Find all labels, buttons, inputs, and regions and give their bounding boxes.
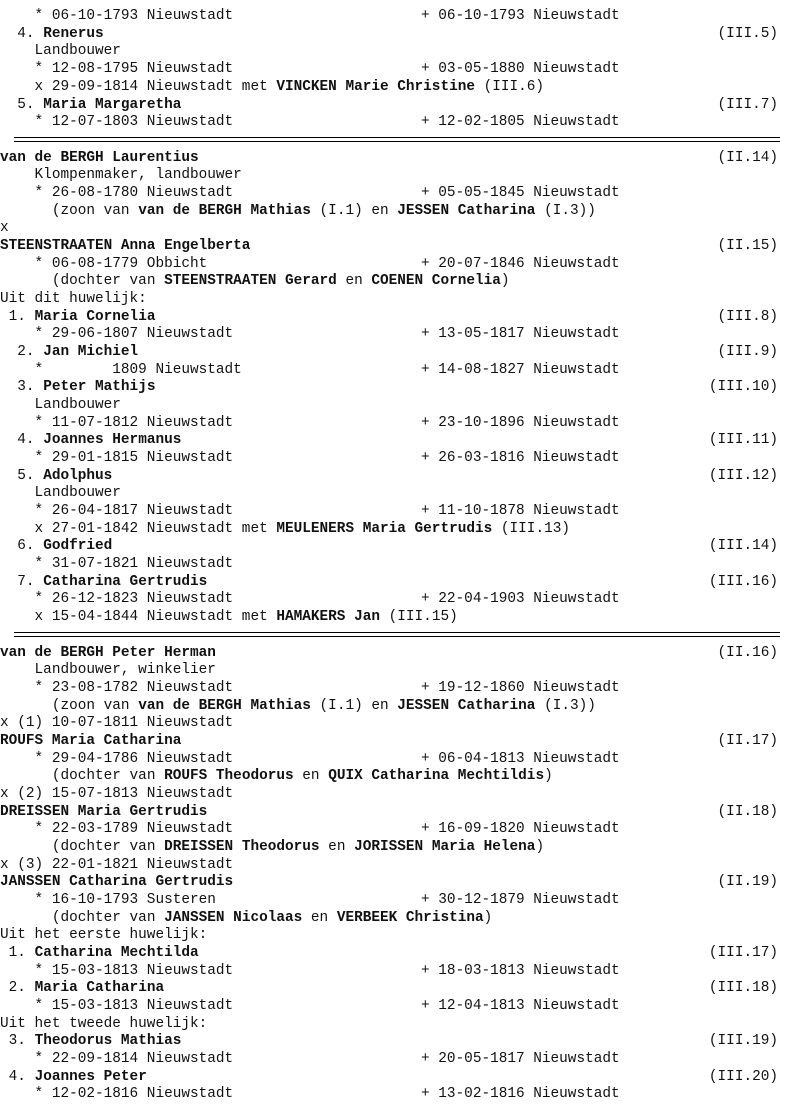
text-segment: * 29-06-1807 Nieuwstadt <box>34 326 234 342</box>
person-name: VERBEEK Christina <box>336 910 484 926</box>
text-segment: (III.15) <box>380 609 458 625</box>
person-name: JORISSEN Maria Helena <box>354 839 536 855</box>
text-line <box>0 751 800 769</box>
generation-reference: (II.19) <box>717 874 778 890</box>
text-line <box>0 980 800 998</box>
line-text <box>0 185 233 201</box>
line-text <box>0 379 155 395</box>
text-segment: (dochter van <box>51 839 165 855</box>
text-segment: * 12-07-1803 Nieuwstadt <box>34 114 234 130</box>
text-segment: 4. <box>8 1069 35 1085</box>
death-date: + 30-12-1879 Nieuwstadt <box>421 892 620 908</box>
person-name: Catharina Gertrudis <box>43 574 208 590</box>
text-line <box>0 468 800 486</box>
line-text <box>0 256 207 272</box>
line-text <box>0 1016 207 1032</box>
death-date: + 13-05-1817 Nieuwstadt <box>421 326 620 342</box>
text-line <box>0 998 800 1016</box>
text-segment: 4. <box>17 26 44 42</box>
text-line <box>0 344 800 362</box>
line-text <box>0 1033 181 1049</box>
section-divider <box>14 632 780 637</box>
text-line <box>0 910 800 928</box>
text-segment: ) <box>483 910 493 926</box>
person-name: Theodorus Mathias <box>34 1033 182 1049</box>
text-segment: * 29-04-1786 Nieuwstadt <box>34 751 234 767</box>
text-line <box>0 1016 800 1034</box>
text-segment: x <box>0 220 9 236</box>
text-segment: * 26-04-1817 Nieuwstadt <box>34 503 234 519</box>
line-text <box>0 821 233 837</box>
text-line <box>0 26 800 44</box>
text-line <box>0 432 800 450</box>
line-text <box>0 521 570 537</box>
text-line <box>0 698 800 716</box>
line-text <box>0 61 233 77</box>
line-text <box>0 450 233 466</box>
text-segment: Landbouwer <box>34 485 121 501</box>
text-segment: * 06-08-1779 Obbicht <box>34 256 208 272</box>
generation-reference: (III.5) <box>717 26 778 42</box>
text-line <box>0 450 800 468</box>
text-segment: (III.6) <box>474 79 545 95</box>
line-text <box>0 980 164 996</box>
text-segment: * 23-08-1782 Nieuwstadt <box>34 680 234 696</box>
line-text <box>0 26 104 42</box>
death-date: + 22-04-1903 Nieuwstadt <box>421 591 620 607</box>
text-segment: (dochter van <box>51 273 165 289</box>
text-segment: * 11-07-1812 Nieuwstadt <box>34 415 234 431</box>
death-date: + 12-02-1805 Nieuwstadt <box>421 114 620 130</box>
text-segment: 5. <box>17 468 44 484</box>
line-text <box>0 8 233 24</box>
person-name: Maria Catharina <box>34 980 165 996</box>
line-text <box>0 892 216 908</box>
text-line <box>0 61 800 79</box>
text-segment: Uit het tweede huwelijk: <box>0 1016 208 1032</box>
person-name: Peter Mathijs <box>43 379 156 395</box>
text-segment: * 29-01-1815 Nieuwstadt <box>34 450 234 466</box>
line-text <box>0 114 233 130</box>
person-name: ROUFS Theodorus <box>164 768 294 784</box>
line-text <box>0 344 138 360</box>
text-line <box>0 556 800 574</box>
text-segment: x 27-01-1842 Nieuwstadt met <box>34 521 277 537</box>
text-segment: (I.3)) <box>535 698 596 714</box>
person-name: Godfried <box>43 538 113 554</box>
text-line <box>0 574 800 592</box>
text-segment: * 1809 Nieuwstadt <box>34 362 242 378</box>
text-line <box>0 43 800 61</box>
person-name: MEULENERS Maria Gertrudis <box>276 521 493 537</box>
death-date: + 05-05-1845 Nieuwstadt <box>421 185 620 201</box>
line-text <box>0 591 233 607</box>
person-name: Adolphus <box>43 468 113 484</box>
person-name: van de BERGH Mathias <box>138 203 311 219</box>
generation-reference: (II.17) <box>717 733 778 749</box>
death-date: + 13-02-1816 Nieuwstadt <box>421 1086 620 1102</box>
text-segment: (I.1) en <box>310 203 398 219</box>
text-line <box>0 839 800 857</box>
text-line <box>0 680 800 698</box>
text-segment: (zoon van <box>51 698 139 714</box>
line-text <box>0 857 233 873</box>
text-line <box>0 768 800 786</box>
text-line <box>0 114 800 132</box>
text-line <box>0 821 800 839</box>
text-segment: en <box>319 839 355 855</box>
generation-reference: (III.17) <box>708 945 778 961</box>
line-text <box>0 291 147 307</box>
text-segment: 3. <box>8 1033 35 1049</box>
death-date: + 19-12-1860 Nieuwstadt <box>421 680 620 696</box>
person-name: QUIX Catharina Mechtildis <box>328 768 545 784</box>
line-text <box>0 680 233 696</box>
text-segment: 1. <box>8 309 35 325</box>
line-text <box>0 645 216 661</box>
text-line <box>0 397 800 415</box>
text-segment: 3. <box>17 379 44 395</box>
generation-reference: (III.12) <box>708 468 778 484</box>
death-date: + 11-10-1878 Nieuwstadt <box>421 503 620 519</box>
text-line <box>0 485 800 503</box>
text-segment: 5. <box>17 97 44 113</box>
text-line <box>0 8 800 26</box>
text-line <box>0 591 800 609</box>
text-segment: (dochter van <box>51 768 165 784</box>
text-line <box>0 185 800 203</box>
text-line <box>0 1051 800 1069</box>
death-date: + 23-10-1896 Nieuwstadt <box>421 415 620 431</box>
line-text <box>0 715 233 731</box>
text-line <box>0 662 800 680</box>
text-line <box>0 645 800 663</box>
text-line <box>0 150 800 168</box>
text-segment: (I.1) en <box>310 698 398 714</box>
text-segment: 7. <box>17 574 44 590</box>
text-segment: x 15-04-1844 Nieuwstadt met <box>34 609 277 625</box>
generation-reference: (III.7) <box>717 97 778 113</box>
text-line <box>0 927 800 945</box>
text-segment: Uit het eerste huwelijk: <box>0 927 208 943</box>
text-line <box>0 538 800 556</box>
person-name: Maria Margaretha <box>43 97 182 113</box>
death-date: + 18-03-1813 Nieuwstadt <box>421 963 620 979</box>
text-segment: x (1) 10-07-1811 Nieuwstadt <box>0 715 234 731</box>
text-segment: (I.3)) <box>535 203 596 219</box>
text-segment: * 12-08-1795 Nieuwstadt <box>34 61 234 77</box>
generation-reference: (III.16) <box>708 574 778 590</box>
text-line <box>0 97 800 115</box>
person-name: VINCKEN Marie Christine <box>276 79 475 95</box>
text-segment: Landbouwer <box>34 397 121 413</box>
text-segment: ) <box>544 768 553 784</box>
line-text <box>0 662 216 678</box>
text-segment: * 31-07-1821 Nieuwstadt <box>34 556 234 572</box>
text-segment: (dochter van <box>51 910 165 926</box>
person-name: Jan Michiel <box>43 344 139 360</box>
text-segment: 6. <box>17 538 44 554</box>
text-line <box>0 291 800 309</box>
text-line <box>0 167 800 185</box>
person-name: JANSSEN Catharina Gertrudis <box>0 874 234 890</box>
text-segment: (III.13) <box>492 521 570 537</box>
death-date: + 06-10-1793 Nieuwstadt <box>421 8 620 24</box>
text-line <box>0 874 800 892</box>
death-date: + 12-04-1813 Nieuwstadt <box>421 998 620 1014</box>
generation-reference: (III.8) <box>717 309 778 325</box>
line-text <box>0 874 233 890</box>
person-name: COENEN Cornelia <box>371 273 501 289</box>
generation-reference: (II.18) <box>717 804 778 820</box>
line-text <box>0 945 199 961</box>
person-name: Maria Cornelia <box>34 309 156 325</box>
line-text <box>0 503 233 519</box>
person-name: STEENSTRAATEN Gerard <box>164 273 337 289</box>
text-line <box>0 1069 800 1087</box>
line-text <box>0 326 233 342</box>
text-line <box>0 715 800 733</box>
text-line <box>0 503 800 521</box>
generation-reference: (III.18) <box>708 980 778 996</box>
line-text <box>0 485 121 501</box>
person-name: van de BERGH Peter Herman <box>0 645 216 661</box>
text-line <box>0 220 800 238</box>
generation-reference: (III.10) <box>708 379 778 395</box>
death-date: + 20-05-1817 Nieuwstadt <box>421 1051 620 1067</box>
person-name: STEENSTRAATEN Anna Engelberta <box>0 238 251 254</box>
line-text <box>0 839 544 855</box>
generation-reference: (III.14) <box>708 538 778 554</box>
text-line <box>0 1033 800 1051</box>
line-text <box>0 309 155 325</box>
line-text <box>0 556 233 572</box>
text-segment: * 12-02-1816 Nieuwstadt <box>34 1086 234 1102</box>
line-text <box>0 79 544 95</box>
text-line <box>0 256 800 274</box>
text-segment: * 26-12-1823 Nieuwstadt <box>34 591 234 607</box>
generation-reference: (III.9) <box>717 344 778 360</box>
death-date: + 16-09-1820 Nieuwstadt <box>421 821 620 837</box>
person-name: Joannes Hermanus <box>43 432 182 448</box>
text-segment: x (3) 22-01-1821 Nieuwstadt <box>0 857 234 873</box>
text-segment: (zoon van <box>51 203 139 219</box>
text-line <box>0 362 800 380</box>
line-text <box>0 998 233 1014</box>
generation-reference: (II.14) <box>717 150 778 166</box>
line-text <box>0 362 242 378</box>
text-line <box>0 326 800 344</box>
text-line <box>0 786 800 804</box>
line-text <box>0 733 181 749</box>
text-line <box>0 203 800 221</box>
text-line <box>0 379 800 397</box>
line-text <box>0 1069 147 1085</box>
person-name: van de BERGH Laurentius <box>0 150 199 166</box>
line-text <box>0 397 121 413</box>
death-date: + 06-04-1813 Nieuwstadt <box>421 751 620 767</box>
person-name: ROUFS Maria Catharina <box>0 733 182 749</box>
line-text <box>0 963 233 979</box>
person-name: DREISSEN Theodorus <box>164 839 320 855</box>
line-text <box>0 415 233 431</box>
death-date: + 03-05-1880 Nieuwstadt <box>421 61 620 77</box>
text-segment: * 15-03-1813 Nieuwstadt <box>34 963 234 979</box>
text-segment: ) <box>500 273 510 289</box>
text-line <box>0 273 800 291</box>
line-text <box>0 150 199 166</box>
line-text <box>0 574 207 590</box>
text-line <box>0 963 800 981</box>
text-line <box>0 521 800 539</box>
line-text <box>0 804 207 820</box>
line-text <box>0 203 596 219</box>
section-divider <box>14 137 780 142</box>
generation-reference: (II.16) <box>717 645 778 661</box>
text-segment: x 29-09-1814 Nieuwstadt met <box>34 79 277 95</box>
person-name: Catharina Mechtilda <box>34 945 199 961</box>
text-segment: * 06-10-1793 Nieuwstadt <box>34 8 234 24</box>
text-line <box>0 804 800 822</box>
person-name: JESSEN Catharina <box>397 698 536 714</box>
text-line <box>0 309 800 327</box>
line-text <box>0 609 458 625</box>
generation-reference: (III.19) <box>708 1033 778 1049</box>
person-name: Joannes Peter <box>34 1069 147 1085</box>
text-line <box>0 945 800 963</box>
text-segment: * 26-08-1780 Nieuwstadt <box>34 185 234 201</box>
text-segment: * 16-10-1793 Susteren <box>34 892 216 908</box>
text-segment: Landbouwer, winkelier <box>34 662 216 678</box>
text-segment: x (2) 15-07-1813 Nieuwstadt <box>0 786 234 802</box>
text-line <box>0 857 800 875</box>
line-text <box>0 927 207 943</box>
line-text <box>0 538 112 554</box>
death-date: + 26-03-1816 Nieuwstadt <box>421 450 620 466</box>
line-text <box>0 1086 233 1102</box>
generation-reference: (III.20) <box>708 1069 778 1085</box>
text-line <box>0 892 800 910</box>
text-segment: en <box>293 768 329 784</box>
line-text <box>0 220 9 236</box>
text-line <box>0 79 800 97</box>
text-segment: en <box>336 273 372 289</box>
line-text <box>0 910 492 926</box>
text-line <box>0 609 800 627</box>
line-text <box>0 43 121 59</box>
text-segment: en <box>302 910 337 926</box>
person-name: Renerus <box>43 26 104 42</box>
text-segment: Klompenmaker, landbouwer <box>34 167 242 183</box>
line-text <box>0 97 181 113</box>
text-segment: Landbouwer <box>34 43 121 59</box>
line-text <box>0 432 181 448</box>
death-date: + 14-08-1827 Nieuwstadt <box>421 362 620 378</box>
line-text <box>0 786 233 802</box>
text-segment: 4. <box>17 432 44 448</box>
person-name: DREISSEN Maria Gertrudis <box>0 804 208 820</box>
text-line <box>0 415 800 433</box>
person-name: HAMAKERS Jan <box>276 609 380 625</box>
text-segment: 1. <box>8 945 35 961</box>
text-segment: Uit dit huwelijk: <box>0 291 147 307</box>
text-segment: 2. <box>8 980 35 996</box>
text-line <box>0 238 800 256</box>
line-text <box>0 751 233 767</box>
line-text <box>0 167 242 183</box>
text-segment: * 22-09-1814 Nieuwstadt <box>34 1051 234 1067</box>
text-segment: * 22-03-1789 Nieuwstadt <box>34 821 234 837</box>
text-segment: * 15-03-1813 Nieuwstadt <box>34 998 234 1014</box>
generation-reference: (III.11) <box>708 432 778 448</box>
line-text <box>0 468 112 484</box>
person-name: JESSEN Catharina <box>397 203 536 219</box>
text-line <box>0 733 800 751</box>
line-text <box>0 768 553 784</box>
person-name: JANSSEN Nicolaas <box>164 910 303 926</box>
generation-reference: (II.15) <box>717 238 778 254</box>
person-name: van de BERGH Mathias <box>138 698 311 714</box>
text-line <box>0 1086 800 1104</box>
death-date: + 20-07-1846 Nieuwstadt <box>421 256 620 272</box>
line-text <box>0 273 510 289</box>
line-text <box>0 1051 233 1067</box>
line-text <box>0 238 250 254</box>
text-segment: ) <box>535 839 545 855</box>
text-segment: 2. <box>17 344 44 360</box>
line-text <box>0 698 596 714</box>
